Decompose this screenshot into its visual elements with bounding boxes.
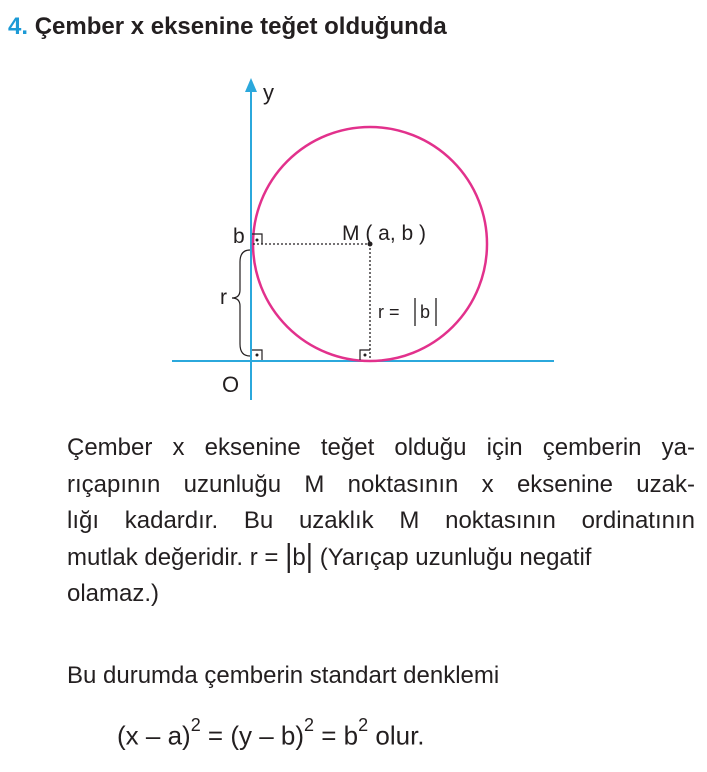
equation-part: (x – a) [117, 720, 191, 751]
paragraph-line-abs [67, 537, 697, 577]
radius-brace [232, 250, 250, 356]
abs-bar-left-text: | [285, 537, 293, 573]
y-axis-arrow-icon [245, 78, 257, 92]
standard-equation-intro: Bu durumda çemberin standart denklemi [67, 662, 500, 689]
standard-equation [117, 715, 425, 752]
equation-exponent: 2 [190, 715, 201, 735]
abs-bar-right-text: | [305, 537, 314, 573]
paragraph-line: Çember x eksenine teğet olduğu için çemberin ya- [67, 434, 695, 461]
right-angle-mark-tangent [360, 350, 370, 360]
b-label: b [233, 225, 245, 248]
explanation-paragraph [67, 430, 697, 613]
paragraph-text: mutlak değeridir. r = [67, 543, 279, 571]
origin-label: O [222, 372, 240, 397]
paragraph-line: olamaz.) [67, 580, 160, 607]
right-angle-mark-origin [252, 350, 262, 360]
equation-part: = b [314, 720, 359, 751]
equation-exponent: 2 [358, 715, 369, 735]
radius-equation-prefix: r = [378, 302, 400, 322]
radius-equation-value: b [420, 302, 431, 322]
equation-part: = (y – b) [200, 720, 305, 751]
paragraph-text: (Yarıçap uzunluğu negatif [319, 543, 592, 571]
section-number: 4. [8, 13, 29, 40]
section-title: Çember x eksenine teğet olduğunda [34, 13, 447, 40]
equation-part: olur. [368, 720, 425, 751]
paragraph-line: lığı kadardır. Bu uzaklık M noktasının ordinatının [67, 507, 695, 534]
abs-value-b: b [292, 543, 306, 571]
paragraph-line: rıçapının uzunluğu M noktasının x eksenine uzak- [67, 470, 695, 498]
y-axis-label: y [263, 80, 274, 105]
center-label: M ( a, b ) [342, 222, 427, 245]
equation-exponent: 2 [304, 715, 315, 735]
r-label: r [220, 286, 227, 309]
